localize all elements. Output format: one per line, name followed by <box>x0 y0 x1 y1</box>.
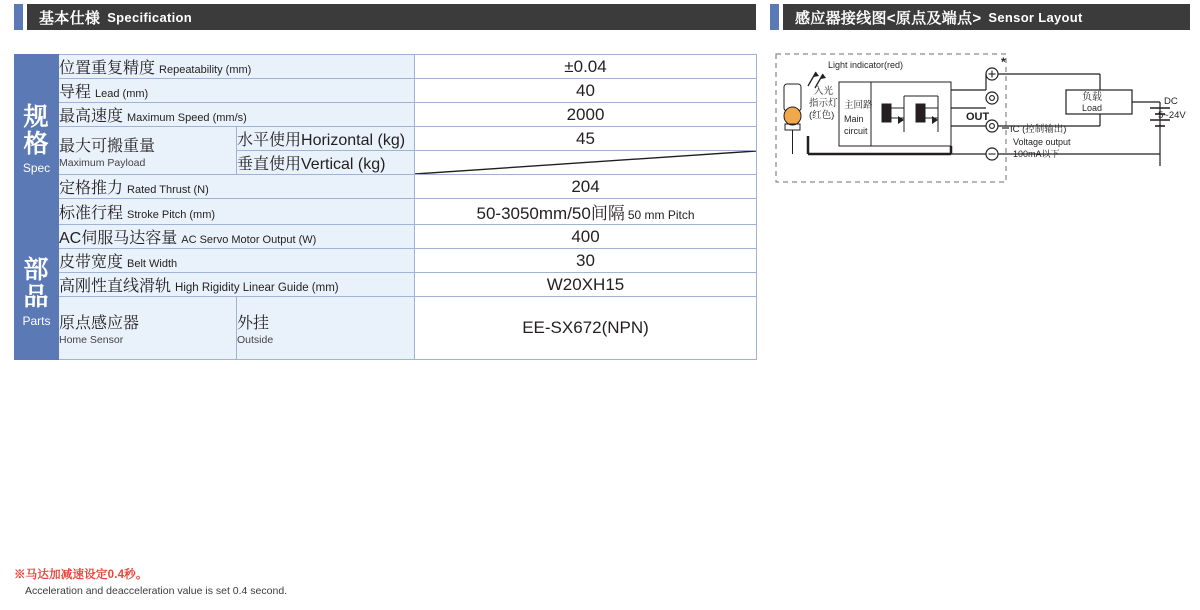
row-value-linear-guide: W20XH15 <box>415 273 757 297</box>
row-label-repeatability <box>59 55 415 79</box>
voltage-output-label-2: 100mA以下 <box>1013 149 1060 159</box>
row-label-cn: 最大可搬重量 <box>59 137 156 155</box>
table-row <box>15 79 757 103</box>
spec-title-en: Specification <box>107 9 193 25</box>
row-label-cn: 定格推力 <box>59 180 124 197</box>
row-value-home-sensor: EE-SX672(NPN) <box>415 297 757 360</box>
diagonal-line-icon <box>415 151 756 174</box>
row-label-en: Maximum Payload <box>59 156 146 169</box>
row-sublabel-en: Vertical (kg) <box>301 156 386 173</box>
sensor-circuit-svg <box>770 46 1190 206</box>
out-label: OUT <box>966 111 990 123</box>
row-sublabel-horizontal <box>237 127 415 151</box>
terminal-symbols <box>989 71 996 155</box>
transistor-icon <box>882 96 938 132</box>
ic-label: IC (控制输出) <box>1010 124 1067 135</box>
stroke-pitch-sub: 50 mm Pitch <box>627 208 695 222</box>
stroke-pitch-main: 50-3050mm/50间隔 <box>476 204 625 223</box>
light-cn2-label: 指示灯 <box>809 98 838 109</box>
row-value-lead: 40 <box>415 79 757 103</box>
lamp-glow-icon <box>784 107 801 125</box>
specification-table <box>14 54 757 360</box>
row-sublabel-en: Horizontal (kg) <box>301 132 406 149</box>
footnote-line-en: Acceleration and deacceleration value is set 0.4 second. <box>25 585 288 597</box>
table-row <box>15 175 757 199</box>
row-label-cn: 位置重复精度 <box>59 60 156 77</box>
side-label-parts-cn: 部品 <box>23 255 50 311</box>
table-row <box>15 249 757 273</box>
dc-label: DC <box>1164 96 1178 107</box>
table-row <box>15 103 757 127</box>
sensor-section-header <box>770 4 1190 30</box>
row-label-en: Rated Thrust (N) <box>127 184 209 196</box>
header-accent-bar <box>14 4 23 30</box>
row-label-en: Lead (mm) <box>95 88 149 100</box>
row-sublabel-cn: 垂直使用 <box>237 156 302 173</box>
row-label-lead <box>59 79 415 103</box>
row-label-rated-thrust <box>59 175 415 199</box>
row-label-cn: 高刚性直线滑轨 <box>59 278 172 295</box>
row-value-rated-thrust: 204 <box>415 175 757 199</box>
side-label-parts <box>15 225 59 360</box>
spec-title-cn: 基本仕様 <box>39 9 101 27</box>
table-row <box>15 199 757 225</box>
voltage-output-label-1: Voltage output <box>1013 137 1071 147</box>
table-row <box>15 297 757 360</box>
row-label-en: Maximum Speed (mm/s) <box>127 112 247 124</box>
table-row <box>15 225 757 249</box>
sensor-title-en: Sensor Layout <box>988 9 1083 25</box>
row-label-cn: 最高速度 <box>59 108 124 125</box>
row-label-cn: 标准行程 <box>59 205 124 222</box>
main-circuit-en2-label: circuit <box>844 126 868 136</box>
row-value-repeatability: ±0.04 <box>415 55 757 79</box>
main-circuit-cn-label: 主回路 <box>844 100 873 111</box>
table-row <box>15 273 757 297</box>
row-value-vertical-payload <box>415 151 757 175</box>
sensor-wiring-diagram <box>770 46 1190 206</box>
row-value-stroke-pitch <box>415 199 757 225</box>
sensor-title-cn: 感应器接线图<原点及端点> <box>795 9 982 27</box>
row-label-belt-width <box>59 249 415 273</box>
header-title-area <box>27 4 756 30</box>
row-label-en: Home Sensor <box>59 334 124 346</box>
row-label-cn: 原点感应器 <box>59 315 140 332</box>
row-label-en: AC Servo Motor Output (W) <box>181 234 317 246</box>
light-indicator-label: Light indicator(red) <box>828 60 904 70</box>
row-sublabel-en: Outside <box>237 334 274 346</box>
row-value-servo-output: 400 <box>415 225 757 249</box>
not-available-strike <box>415 151 756 174</box>
side-label-parts-en: Parts <box>22 313 51 328</box>
asterisk-label: * <box>1001 55 1006 69</box>
row-label-stroke-pitch <box>59 199 415 225</box>
header-title-area <box>783 4 1190 30</box>
dc-value-label: 5~24V <box>1158 110 1186 121</box>
row-label-servo-output <box>59 225 415 249</box>
row-sublabel-outside <box>237 297 415 360</box>
load-en-label: Load <box>1082 103 1103 113</box>
main-circuit-en1-label: Main <box>844 114 864 124</box>
table-row <box>15 127 757 151</box>
load-cn-label: 负载 <box>1082 92 1102 103</box>
row-label-en: Repeatability (mm) <box>159 64 252 76</box>
light-cn3-label: (红色) <box>809 110 835 121</box>
row-sublabel-cn: 外挂 <box>237 315 270 332</box>
row-sublabel-cn: 水平使用 <box>237 132 302 149</box>
row-label-en: Stroke Pitch (mm) <box>127 209 216 221</box>
footnote-line-cn: ※马达加减速设定0.4秒。 <box>14 569 148 581</box>
row-sublabel-vertical <box>237 151 415 175</box>
table-row <box>15 55 757 79</box>
side-label-spec-en: Spec <box>22 161 51 175</box>
row-label-max-speed <box>59 103 415 127</box>
row-value-horizontal-payload: 45 <box>415 127 757 151</box>
row-value-max-speed: 2000 <box>415 103 757 127</box>
header-accent-bar <box>770 4 779 30</box>
row-label-max-payload <box>59 127 237 175</box>
row-label-cn: AC伺服马达容量 <box>59 230 178 247</box>
side-label-spec-cn: 规格 <box>23 103 50 158</box>
row-value-belt-width: 30 <box>415 249 757 273</box>
row-label-en: High Rigidity Linear Guide (mm) <box>175 282 339 294</box>
side-label-spec <box>15 55 59 225</box>
row-label-cn: 导程 <box>59 84 92 101</box>
light-cn1-label: 入光 <box>814 86 834 97</box>
row-label-en: Belt Width <box>127 258 178 270</box>
specification-section-header <box>14 4 756 30</box>
row-label-home-sensor <box>59 297 237 360</box>
row-label-cn: 皮带宽度 <box>59 254 124 271</box>
footnote <box>14 566 714 597</box>
row-label-linear-guide <box>59 273 415 297</box>
